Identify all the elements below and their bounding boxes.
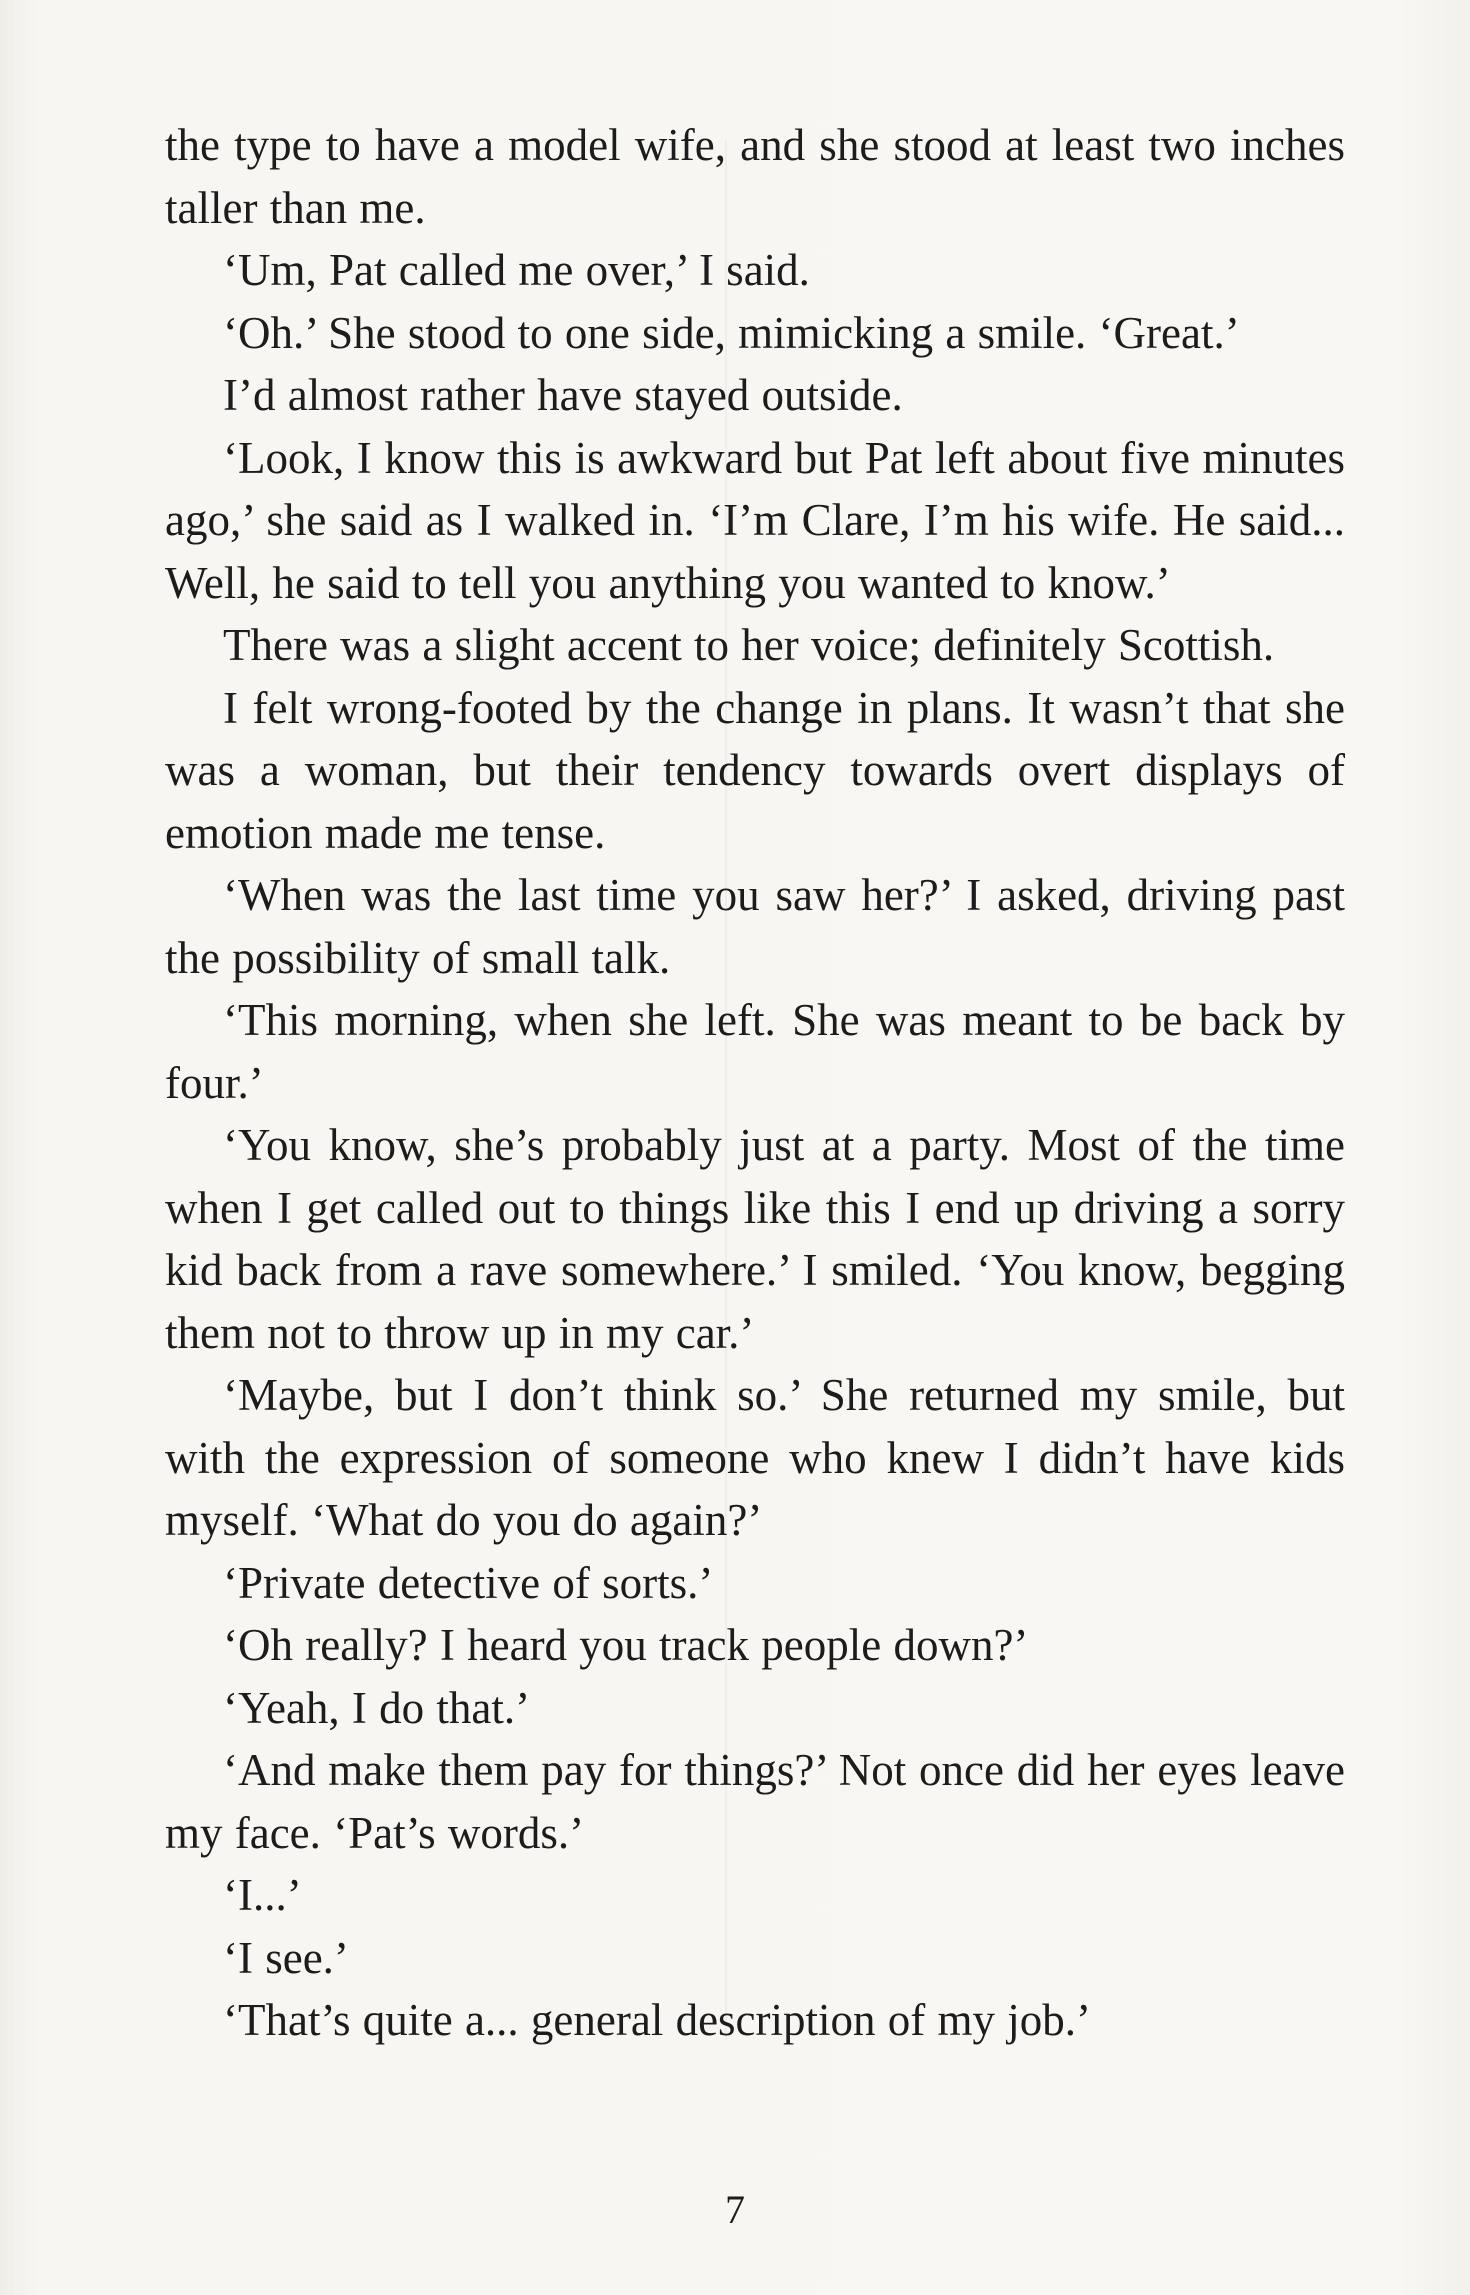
paragraph: ‘Yeah, I do that.’ — [223, 1682, 531, 1733]
paragraph: ‘Private detective of sorts.’ — [223, 1557, 714, 1608]
paragraph: ‘I...’ — [223, 1870, 302, 1920]
paragraph: I felt wrong-footed by the change in plans. It wasn’t that she was a woman, but their tendency towards overt displays of emotion made me tense. — [165, 682, 1345, 858]
paragraph: ‘That’s quite a... general description of my job.’ — [223, 1995, 1091, 2045]
paragraph: ‘When was the last time you saw her?’ I asked, driving past the possibility of small talk. — [165, 870, 1345, 983]
paragraph: ‘You know, she’s probably just at a party. Most of the time when I get called out to things like this I end up driving a sorry kid back from a rave somewhere.’ I smiled. ‘You know, begging them not to throw up in my car.’ — [165, 1120, 1345, 1358]
paragraph: ‘Look, I know this is awkward but Pat left about five minutes ago,’ she said as I walked in. ‘I’m Clare, I’m his wife. He said... Well, he said to tell you anything you wanted to know.’ — [165, 432, 1345, 608]
paragraph: There was a slight accent to her voice; definitely Scottish. — [223, 620, 1275, 670]
paragraph: ‘Um, Pat called me over,’ I said. — [223, 245, 810, 295]
paragraph: ‘This morning, when she left. She was meant to be back by four.’ — [165, 995, 1345, 1108]
paragraph: ‘Oh.’ She stood to one side, mimicking a smile. ‘Great.’ — [223, 307, 1240, 358]
paragraph: the type to have a model wife, and she stood at least two inches taller than me. — [165, 120, 1345, 233]
paragraph: ‘Oh really? I heard you track people down?’ — [223, 1620, 1029, 1670]
body-text — [165, 114, 1345, 2052]
paragraph: ‘And make them pay for things?’ Not once did her eyes leave my face. ‘Pat’s words.’ — [165, 1745, 1345, 1858]
paragraph: ‘I see.’ — [223, 1932, 349, 1983]
page-number: 7 — [725, 2187, 745, 2232]
paragraph: ‘Maybe, but I don’t think so.’ She returned my smile, but with the expression of someone who knew I didn’t have kids myself. ‘What do you do again?’ — [165, 1370, 1345, 1545]
paragraph: I’d almost rather have stayed outside. — [223, 370, 903, 420]
